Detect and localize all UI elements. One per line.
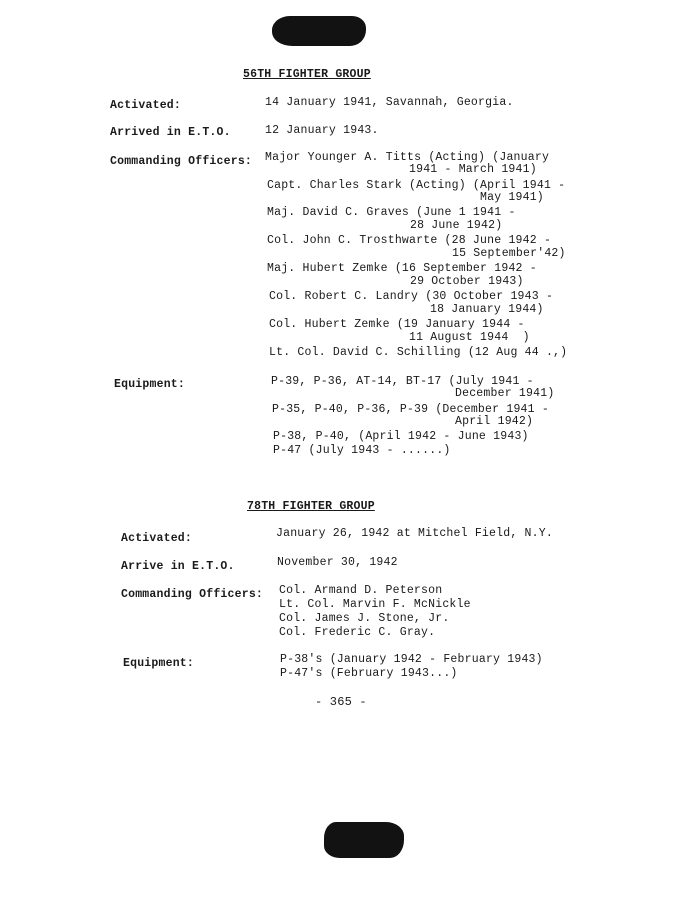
page-number: - 365 - xyxy=(315,695,367,709)
arrived-value-78: November 30, 1942 xyxy=(277,556,398,569)
officer-entry-cont: 28 June 1942) xyxy=(410,219,503,232)
activated-value-56: 14 January 1941, Savannah, Georgia. xyxy=(265,96,514,109)
officer-entry: Major Younger A. Titts (Acting) (January xyxy=(265,151,550,164)
officer-entry: Col. John C. Trosthwarte (28 June 1942 - xyxy=(267,234,552,247)
heading-56th-fighter-group: 56TH FIGHTER GROUP xyxy=(243,68,371,81)
officer-entry-cont: 18 January 1944) xyxy=(430,303,544,316)
equipment-label-56: Equipment: xyxy=(114,378,186,391)
arrived-value-56: 12 January 1943. xyxy=(265,124,379,137)
officer-entry: Col. Frederic C. Gray. xyxy=(279,626,436,639)
officer-entry: Lt. Col. David C. Schilling (12 Aug 44 .,) xyxy=(269,346,568,359)
officer-entry: Lt. Col. Marvin F. McNickle xyxy=(279,598,471,611)
officers-label-78: Commanding Officers: xyxy=(121,588,264,601)
officer-entry-cont: 1941 - March 1941) xyxy=(409,163,537,176)
arrived-label-56: Arrived in E.T.O. xyxy=(110,126,231,139)
equipment-label-78: Equipment: xyxy=(123,657,195,670)
officers-label-56: Commanding Officers: xyxy=(110,155,253,168)
activated-label-78: Activated: xyxy=(121,532,193,545)
officer-entry: Col. Armand D. Peterson xyxy=(279,584,443,597)
equipment-entry-cont: April 1942) xyxy=(455,415,534,428)
activated-value-78: January 26, 1942 at Mitchel Field, N.Y. xyxy=(276,527,553,540)
punch-hole-mark-bottom xyxy=(324,822,404,858)
officer-entry-cont: 11 August 1944 ) xyxy=(409,331,530,344)
officer-entry: Col. James J. Stone, Jr. xyxy=(279,612,450,625)
officer-entry-cont: May 1941) xyxy=(480,191,544,204)
equipment-entry: P-38's (January 1942 - February 1943) xyxy=(280,653,543,666)
equipment-entry: P-47 (July 1943 - ......) xyxy=(273,444,451,457)
officer-entry-cont: 15 September'42) xyxy=(452,247,566,260)
equipment-entry-cont: December 1941) xyxy=(455,387,555,400)
officer-entry: Col. Hubert Zemke (19 January 1944 - xyxy=(269,318,525,331)
arrived-label-78: Arrive in E.T.O. xyxy=(121,560,235,573)
heading-78th-fighter-group: 78TH FIGHTER GROUP xyxy=(247,500,375,513)
officer-entry: Maj. David C. Graves (June 1 1941 - xyxy=(267,206,516,219)
activated-label-56: Activated: xyxy=(110,99,182,112)
equipment-entry: P-39, P-36, AT-14, BT-17 (July 1941 - xyxy=(271,375,534,388)
equipment-entry: P-35, P-40, P-36, P-39 (December 1941 - xyxy=(272,403,549,416)
officer-entry-cont: 29 October 1943) xyxy=(410,275,524,288)
officer-entry: Col. Robert C. Landry (30 October 1943 - xyxy=(269,290,554,303)
equipment-entry: P-47's (February 1943...) xyxy=(280,667,458,680)
officer-entry: Maj. Hubert Zemke (16 September 1942 - xyxy=(267,262,537,275)
punch-hole-mark-top xyxy=(272,16,366,46)
equipment-entry: P-38, P-40, (April 1942 - June 1943) xyxy=(273,430,529,443)
officer-entry: Capt. Charles Stark (Acting) (April 1941 - xyxy=(267,179,566,192)
